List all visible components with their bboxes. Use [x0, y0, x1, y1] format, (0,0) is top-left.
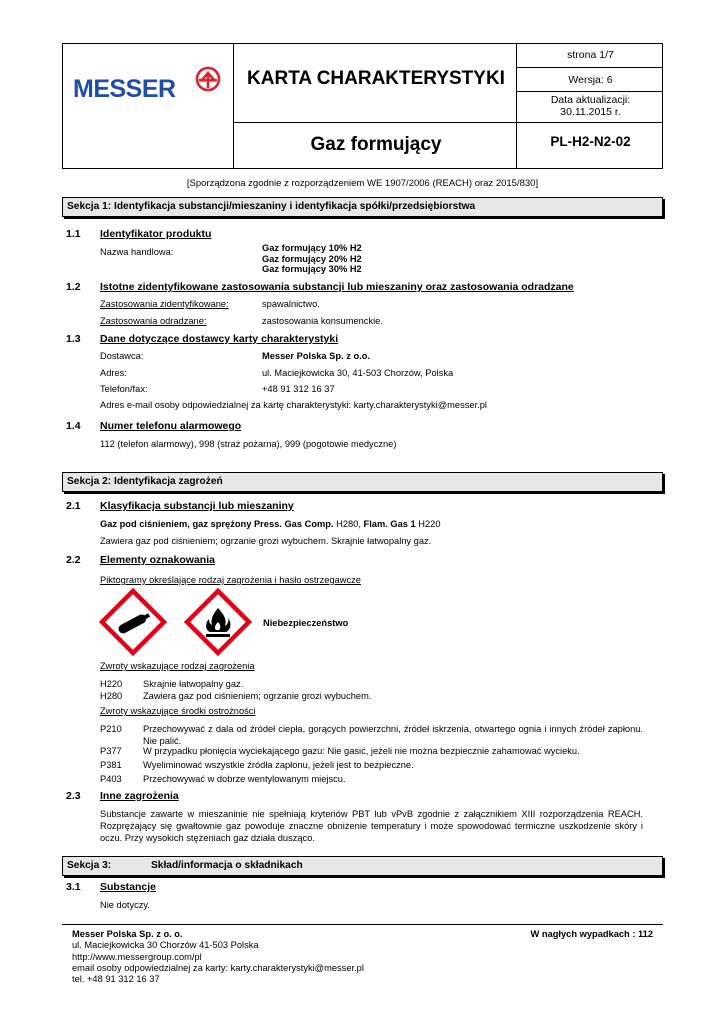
- trade-name: Gaz formujący 10% H2: [262, 243, 362, 253]
- subsection-title: Klasyfikacja substancji lub mieszaniny: [100, 500, 294, 512]
- hazard-text: Skrajnie łatwopalny gaz.: [143, 679, 244, 689]
- footer-contact: [72, 929, 364, 985]
- identified-uses-label: Zastosowania zidentyfikowane:: [100, 299, 229, 309]
- email-line: Adres e-mail osoby odpowiedzialnej za kartę charakterystyki: karty.charakterystyki@messer.pl: [100, 400, 487, 410]
- classification-part: H220: [415, 519, 441, 529]
- classification-part: Flam. Gas 1: [363, 519, 416, 529]
- subsection-title: Numer telefonu alarmowego: [100, 420, 242, 432]
- section-3-label: Sekcja 3:: [67, 860, 112, 871]
- footer-company: Messer Polska Sp. z o. o.: [72, 929, 183, 939]
- classification-part: Gaz pod ciśnieniem, gaz sprężony Press. Gas Comp.: [100, 519, 334, 529]
- footer-email: email osoby odpowiedzialnej za karty: karty.charakterystyki@messer.pl: [72, 962, 364, 973]
- other-hazards-text: Substancje zawarte w mieszaninie nie spełniają kryteriów PBT lub vPvB zgodnie z załącznikiem XIII rozporządzenia REACH. Rozprężający się gwałtownie gaz powoduje znaczne obniżenie temperatury i może spowodować termiczne uszkodzenie skóry i oczu. Przy wysokich stężeniach gaz działa dusząco.: [100, 809, 643, 843]
- update-date: 30.11.2015 r.: [560, 106, 621, 118]
- advised-against-label: Zastosowania odradzane:: [100, 316, 207, 326]
- identified-uses-value: spawalnictwo.: [262, 299, 320, 309]
- footer-address: ul. Maciejkowicka 30 Chorzów 41-503 Polska: [72, 940, 259, 951]
- supplier-label: Dostawca:: [100, 351, 144, 361]
- footer-divider: [62, 924, 663, 925]
- address-label: Adres:: [100, 368, 127, 378]
- supplier-value: Messer Polska Sp. z o.o.: [262, 351, 370, 361]
- subsection-title: Inne zagrożenia: [100, 790, 179, 802]
- section-number: 1.1: [66, 228, 81, 240]
- hazard-text: Zawiera gaz pod ciśnieniem; ogrzanie grozi wybuchem.: [143, 691, 372, 701]
- flame-pictogram-icon: [184, 588, 252, 656]
- footer-url[interactable]: http://www.messergroup.com/pl: [72, 951, 202, 962]
- phone-label: Telefon/fax:: [100, 384, 148, 394]
- trade-name-label: Nazwa handlowa:: [100, 247, 174, 257]
- signal-word: Niebezpieczeństwo: [263, 618, 349, 628]
- section-number: 2.1: [66, 500, 81, 512]
- section-1-header: Sekcja 1: Identyfikacja substancji/mieszaniny i identyfikacja spółki/przedsiębiorstwa: [62, 197, 663, 217]
- section-number: 1.4: [66, 420, 81, 432]
- footer-phone: tel. +48 91 312 16 37: [72, 974, 160, 985]
- precaution-code: P381: [100, 760, 122, 770]
- classification-statement: Zawiera gaz pod ciśnieniem; ogrzanie grozi wybuchem. Skrajnie łatwopalny gaz.: [100, 536, 432, 546]
- section-3-title: Skład/informacja o składnikach: [151, 860, 303, 871]
- precaution-code: P210: [100, 724, 122, 734]
- hazard-code: H280: [100, 691, 123, 701]
- trade-names: [262, 243, 362, 275]
- footer-emergency: W nagłych wypadkach : 112: [530, 929, 653, 939]
- product-name: Gaz formujący: [310, 134, 442, 155]
- section-number: 1.2: [66, 281, 81, 293]
- precaution-text: Przechowywać w dobrze wentylowanym miejscu.: [143, 774, 346, 784]
- trade-name: Gaz formujący 20% H2: [262, 253, 362, 264]
- pictograms-label: Piktogramy określające rodzaj zagrożenia i hasło ostrzegawcze: [100, 575, 361, 585]
- section-number: 3.1: [66, 881, 81, 893]
- page-number: strona 1/7: [567, 49, 614, 61]
- subsection-title: Substancje: [100, 881, 157, 893]
- precaution-text: W przypadku płonięcia wyciekającego gazu: Nie gasić, jeżeli nie można bezpiecznie zahamować wycieku.: [143, 746, 580, 756]
- update-label: Data aktualizacji:: [550, 94, 631, 106]
- subsection-title: Dane dotyczące dostawcy karty charakterystyki: [100, 333, 339, 345]
- precautionary-statements-label: Zwroty wskazujące środki ostrożności: [100, 706, 256, 716]
- regulation-note: [Sporządzona zgodnie z rozporządzeniem WE 1907/2006 (REACH) oraz 2015/830]: [186, 178, 539, 189]
- header-table: [62, 43, 663, 169]
- advised-against-value: zastosowania konsumenckie.: [262, 316, 383, 326]
- precaution-text: Przechowywać z dala od źródeł ciepła, gorących powierzchni, źródeł iskrzenia, otwartego ognia i innych źródeł zapłonu. Nie palić.: [143, 724, 643, 746]
- section-2-header: Sekcja 2: Identyfikacja zagrożeń: [62, 472, 663, 492]
- emergency-numbers: 112 (telefon alarmowy), 998 (straż pożarna), 999 (pogotowie medyczne): [100, 439, 397, 449]
- precaution-code: P403: [100, 774, 122, 784]
- address-value: ul. Maciejkowicka 30, 41-503 Chorzów, Polska: [262, 368, 454, 378]
- section-number: 2.3: [66, 790, 81, 802]
- hazard-statements-label: Zwroty wskazujące rodzaj zagrożenia: [100, 661, 255, 671]
- gas-cylinder-pictogram-icon: [99, 588, 167, 656]
- classification-line: [100, 518, 441, 530]
- version: Wersja: 6: [568, 74, 613, 86]
- section-number: 2.2: [66, 554, 81, 566]
- section-3-header: [62, 856, 663, 876]
- substances-text: Nie dotyczy.: [100, 900, 150, 910]
- messer-logo-icon: [195, 66, 221, 94]
- classification-part: H280,: [333, 519, 364, 529]
- precaution-code: P377: [100, 746, 122, 756]
- subsection-title: Elementy oznakowania: [100, 554, 215, 566]
- subsection-title: Istotne zidentyfikowane zastosowania substancji lub mieszaniny oraz zastosowania odradzane: [100, 281, 574, 293]
- document-type-title: KARTA CHARAKTERYSTYKI: [247, 68, 505, 89]
- product-code: PL-H2-N2-02: [550, 134, 631, 149]
- subsection-title: Identyfikator produktu: [100, 228, 212, 240]
- trade-name: Gaz formujący 30% H2: [262, 264, 362, 274]
- hazard-code: H220: [100, 679, 123, 689]
- precaution-text: Wyeliminować wszystkie źródła zapłonu, jeżeli jest to bezpieczne.: [143, 760, 414, 770]
- section-number: 1.3: [66, 333, 81, 345]
- logo-text: MESSER: [73, 75, 176, 103]
- phone-value: +48 91 312 16 37: [262, 384, 335, 394]
